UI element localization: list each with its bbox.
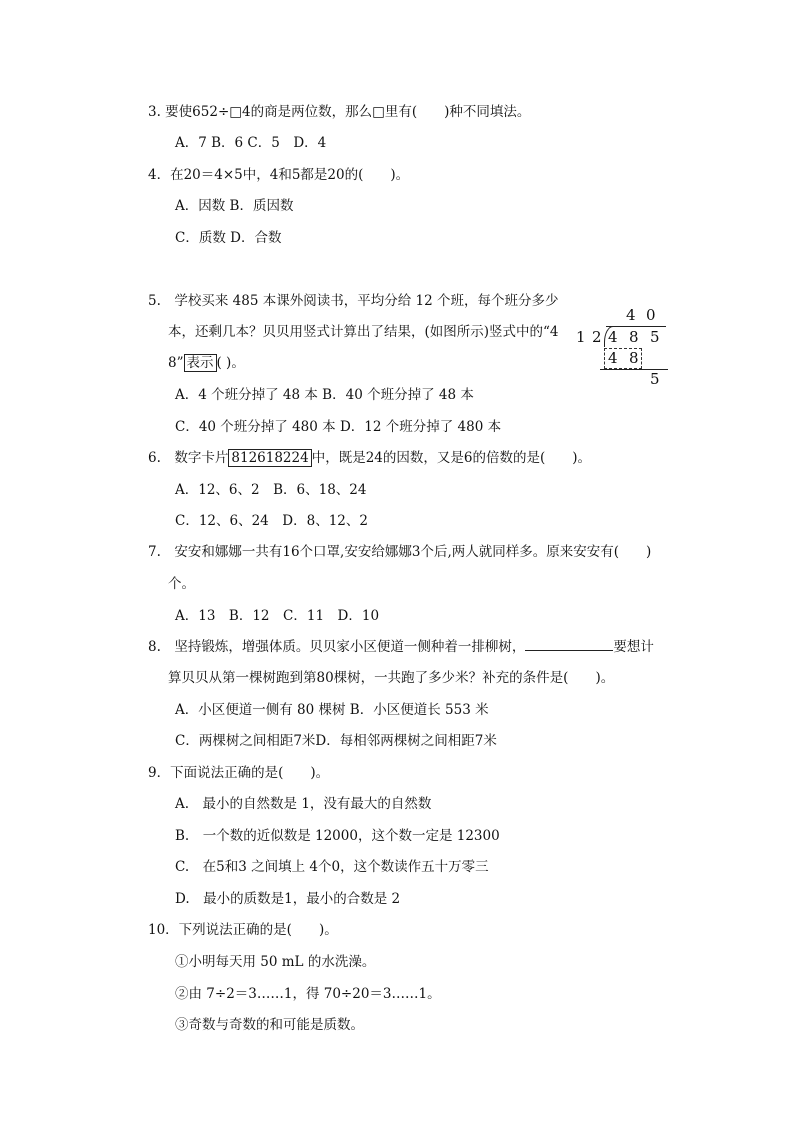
q6-options-line1: A．12、6、2 B．6、18、24 bbox=[175, 482, 367, 498]
q8-options-line2: C．两棵树之间相距7米D．每相邻两棵树之间相距7米 bbox=[175, 733, 497, 749]
q4-options-line1: A．因数 B．质因数 bbox=[175, 198, 294, 214]
q7-stem-line2: 个。 bbox=[168, 576, 195, 592]
divisor-digit: 1 bbox=[576, 328, 586, 346]
number-card: 812618224 bbox=[228, 449, 311, 467]
dividend-digit: 4 bbox=[608, 328, 618, 346]
q5-options-line1: A．4 个班分掉了 48 本 B．40 个班分掉了 48 本 bbox=[175, 387, 474, 403]
q5-stem-line1: 5. 学校买来 485 本课外阅读书，平均分给 12 个班，每个班分多少 bbox=[148, 293, 559, 309]
q5-stem-line3 bbox=[168, 354, 245, 372]
q8-stem-line1-prefix: 8. 坚持锻炼，增强体质。贝贝家小区便道一侧种着一排柳树， bbox=[148, 639, 526, 655]
q5-options-line2: C．40 个班分掉了 480 本 D．12 个班分掉了 480 本 bbox=[175, 419, 502, 435]
q10-item-1: ①小明每天用 50 mL 的水洗澡。 bbox=[175, 954, 376, 970]
q9-option-b: B. 一个数的近似数是 12000，这个数一定是 12300 bbox=[175, 828, 500, 844]
division-top-line bbox=[606, 326, 666, 327]
dividend-digit: 5 bbox=[650, 328, 660, 346]
product-digit: 4 bbox=[608, 349, 618, 367]
q8-fill-blank bbox=[525, 638, 613, 651]
dividend-digit: 8 bbox=[629, 328, 639, 346]
q5-boxed-word: 表示 bbox=[184, 354, 217, 372]
remainder-digit: 5 bbox=[650, 370, 660, 388]
q3-options: A．7 B．6 C．5 D．4 bbox=[175, 135, 327, 151]
q6-stem-prefix: 6. 数字卡片 bbox=[148, 450, 229, 466]
q8-stem-line2: 算贝贝从第一棵树跑到第80棵树，一共跑了多少米？补充的条件是( )。 bbox=[168, 670, 615, 686]
divisor-digit: 2 bbox=[592, 328, 602, 346]
q5-quoted-number: 8” bbox=[168, 355, 184, 371]
q6-options-line2: C．12、6、24 D．8、12、2 bbox=[175, 513, 368, 529]
q10-stem: 10．下列说法正确的是( )。 bbox=[148, 922, 338, 938]
q7-stem-line1: 7. 安安和娜娜一共有16个口罩,安安给娜娜3个后,两人就同样多。原来安安有( ) bbox=[148, 544, 652, 560]
q8-stem-line1 bbox=[148, 638, 654, 656]
q3-stem: 3. 要使652÷□4的商是两位数，那么□里有( )种不同填法。 bbox=[148, 104, 531, 120]
q8-options-line1: A．小区便道一侧有 80 棵树 B．小区便道长 553 米 bbox=[175, 702, 489, 718]
q7-options: A．13 B．12 C．11 D．10 bbox=[175, 608, 380, 624]
q9-stem: 9．下面说法正确的是( )。 bbox=[148, 765, 330, 781]
q6-stem bbox=[148, 449, 591, 467]
q6-stem-suffix: 中，既是24的因数，又是6的倍数的是( )。 bbox=[311, 450, 592, 466]
q10-item-3: ③奇数与奇数的和可能是质数。 bbox=[175, 1017, 364, 1033]
q4-options-line2: C．质数 D．合数 bbox=[175, 230, 282, 246]
q9-option-d: D. 最小的质数是1，最小的合数是 2 bbox=[175, 891, 401, 907]
q5-answer-blank: ( )。 bbox=[216, 355, 245, 371]
q5-stem-line2: 本，还剩几本？贝贝用竖式计算出了结果，(如图所示)竖式中的“4 bbox=[168, 324, 559, 340]
product-digit: 8 bbox=[629, 349, 639, 367]
q9-option-a: A. 最小的自然数是 1，没有最大的自然数 bbox=[175, 796, 432, 812]
quotient-digit: 0 bbox=[646, 306, 656, 324]
q9-option-c: C. 在5和3 之间填上 4个0，这个数读作五十万零三 bbox=[175, 859, 489, 875]
long-division-figure bbox=[570, 304, 670, 390]
q4-stem: 4．在20＝4×5中，4和5都是20的( )。 bbox=[148, 167, 410, 183]
q8-stem-line1-suffix: 要想计 bbox=[613, 639, 654, 655]
q10-item-2: ②由 7÷2＝3……1，得 70÷20＝3……1。 bbox=[175, 986, 441, 1002]
quotient-digit: 4 bbox=[626, 306, 636, 324]
